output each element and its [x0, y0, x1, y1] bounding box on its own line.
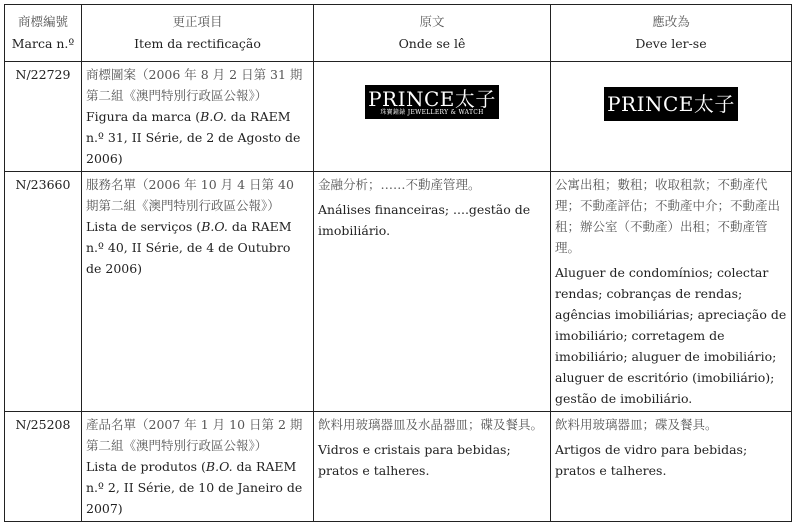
item-cell — [82, 62, 314, 172]
item-pt-bo: B.O. — [205, 459, 233, 474]
logo-sub-text: 珠寶鐘錶 JEWELLERY & WATCH — [380, 108, 484, 116]
item-zh: 服務名單（2006 年 10 月 4 日第 40 期第二組《澳門特別行政區公報》） — [86, 177, 294, 213]
marca-number: N/25208 — [5, 412, 82, 522]
item-pt-b: da RAEM n.º 40, II Série, de 4 de Outubro de 2006) — [86, 219, 292, 276]
table-row — [5, 172, 792, 412]
header-marca — [5, 5, 82, 62]
marca-number: N/23660 — [5, 172, 82, 412]
item-pt-a: Figura da marca ( — [86, 109, 201, 124]
table-row — [5, 412, 792, 522]
header-row — [5, 5, 792, 62]
header-deve-zh: 應改為 — [652, 14, 690, 29]
header-marca-zh: 商標編號 — [17, 14, 68, 29]
header-item — [82, 5, 314, 62]
header-item-pt: Item da rectificação — [134, 36, 261, 51]
marca-number: N/22729 — [5, 62, 82, 172]
item-pt-b: da RAEM n.º 2, II Série, de 10 de Janeiro de 2007) — [86, 459, 303, 516]
item-pt-bo: B.O. — [201, 219, 228, 234]
item-zh: 產品名單（2007 年 1 月 10 日第 2 期第二組《澳門特別行政區公報》） — [86, 417, 303, 453]
item-pt — [86, 216, 309, 279]
onde-cell — [314, 62, 551, 172]
item-cell — [82, 412, 314, 522]
header-onde-zh: 原文 — [419, 14, 445, 29]
deve-zh: 公寓出租；數租；收取租款；不動產代理；不動產評估；不動產中介；不動產出租；辦公室（不動產）出租；不動產管理。 — [555, 177, 781, 255]
logo-main-text: PRINCE太子 — [368, 86, 496, 111]
header-marca-pt: Marca n.º — [11, 36, 75, 51]
prince-logo-old — [365, 85, 499, 119]
deve-cell — [551, 172, 792, 412]
deve-cell — [551, 62, 792, 172]
deve-pt: Aluguer de condomínios; colectar rendas; cobranças de rendas; agências imobiliárias; apreciação de imobiliário; corretagem de imobiliário; aluguer de imobiliário; aluguer de escritório (imobiliário); gestão de imobiliário. — [555, 265, 787, 406]
logo-main-text: PRINCE太子 — [607, 92, 735, 116]
deve-zh: 飲料用玻璃器皿；碟及餐具。 — [555, 417, 718, 432]
table-row — [5, 62, 792, 172]
item-cell — [82, 172, 314, 412]
onde-pt: Vidros e cristais para bebidas; pratos e talheres. — [318, 442, 511, 478]
onde-pt: Análises financeiras; ....gestão de imobiliário. — [318, 202, 531, 238]
onde-zh: 金融分析；……不動產管理。 — [318, 177, 481, 192]
item-pt-bo: B.O. — [200, 109, 227, 124]
item-pt-a: Lista de serviços ( — [86, 219, 202, 234]
item-zh: 商標圖案（2006 年 8 月 2 日第 31 期第二組《澳門特別行政區公報》） — [86, 67, 303, 103]
item-pt — [86, 456, 309, 519]
onde-cell — [314, 172, 551, 412]
rectification-table — [4, 4, 792, 522]
onde-zh: 飲料用玻璃器皿及水晶器皿；碟及餐具。 — [318, 417, 544, 432]
prince-logo-new — [604, 87, 738, 121]
header-onde — [314, 5, 551, 62]
item-pt-a: Lista de produtos ( — [86, 459, 206, 474]
onde-cell — [314, 412, 551, 522]
header-item-zh: 更正項目 — [172, 14, 223, 29]
header-deve — [551, 5, 792, 62]
deve-cell — [551, 412, 792, 522]
item-pt-b: da RAEM n.º 31, II Série, de 2 de Agosto de 2006) — [86, 109, 301, 166]
header-deve-pt: Deve ler-se — [635, 36, 707, 51]
item-pt — [86, 106, 309, 169]
header-onde-pt: Onde se lê — [398, 36, 466, 51]
deve-pt: Artigos de vidro para bebidas; pratos e talheres. — [555, 442, 748, 478]
